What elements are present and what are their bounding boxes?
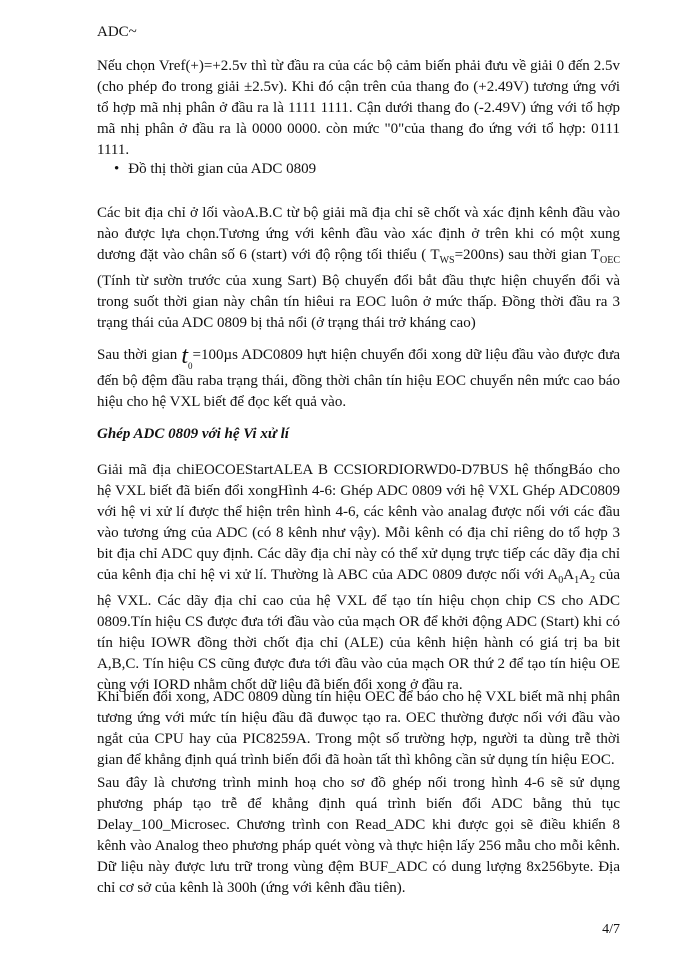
timing-text-b: =200ns) sau thời gian T [454, 247, 600, 263]
timing-text-c: (Tính từ sườn trước của xung Sart) Bộ chuyển đổi bắt đầu thực hiện chuyển đổi và trong suốt thời gian này chân tín hiêui ra EOC luôn ở mức thấp. Đồng thời đầu ra 3 trạng thái của ADC 0809 bị thả nổi (ở trạng thái trở kháng cao) [97, 273, 620, 331]
a1-letter: A [563, 567, 575, 583]
a2-subscript: 2 [589, 575, 595, 586]
a1-subscript: 1 [574, 575, 580, 586]
paragraph-eoc: Khi biến đổi xong, ADC 0809 dùng tín hiệu OEC để báo cho hệ VXL biết mã nhị phân tương ứng với mức tín hiệu đầu đã đuwọc tạo ra. OEC thường được nối với đầu vào ngắt của CPU hay của PIC8259A. Trong một số trường hợp, người ta dùng trễ thời gian để khẳng định quá trình biến đổi đã hoàn tất thì không cần sử dụng tín hiệu EOC. [97, 689, 620, 768]
t0-letter: t [181, 343, 189, 369]
t0-text-a: Sau thời gian [97, 347, 182, 363]
t0-text-b: =100µs ADC0809 hựt hiện chuyển đổi xong dữ liệu đầu vào được đưa đến bộ đệm đầu raba trạng thái, đồng thời chân tín hiệu EOC chuyển nên mức cao báo hiệu cho hệ VXL biết để đọc kết quả vào. [97, 347, 620, 410]
timing-text-a: Các bit địa chỉ ở lối vàoA.B.C từ bộ giải mã địa chỉ sẽ chốt và xác định kênh đầu vào nào được lựa chọn.Tương ứng với kênh đầu vào xác định ở trên khi có một xung dương đặt vào chân số 6 (start) với độ rộng tối thiểu ( T [97, 205, 620, 263]
a2-letter: A [579, 567, 590, 583]
section-heading: Ghép ADC 0809 với hệ Vi xử lí [97, 426, 289, 442]
paragraph-interface [97, 460, 620, 696]
paragraph-t0 [97, 345, 620, 413]
toec-subscript: OEC [600, 255, 620, 266]
bullet-item [114, 161, 316, 178]
interface-text-a: Giải mã địa chiEOCOEStartALEA B CCSIORDIORWD0-D7BUS hệ thốngBáo cho hệ VXL biết đã biến đổi xongHình 4-6: Ghép ADC 0809 với hệ VXL Ghép ADC0809 với hệ vi xử lí được thể hiện trên hình 4-6, các kênh vào analag được nối với các đầu vào tương ứng của ADC (có 8 kênh như vậy). Mỗi kênh có địa chỉ riêng do tổ hợp 3 bit địa chỉ ADC quy định. Các dãy địa chỉ này có thể xử dụng trực tiếp các dãy địa chỉ của kênh địa chỉ hệ vi xử lí. Thường là ABC của ADC 0809 được nối với A [97, 462, 620, 583]
tws-subscript: WS [439, 255, 455, 266]
paragraph-program: Sau đây là chương trình minh hoạ cho sơ đồ ghép nối trong hình 4-6 sẽ sử dụng phương pháp tạo trễ để khẳng định quá trình biến đổi ADC bằng thủ tục Delay_100_Microsec. Chương trình con Read_ADC khi được gọi sẽ điều khiển 8 kênh vào Analog theo phương pháp quét vòng và thực hiện lấy 256 mẫu cho mỗi kênh. Dữ liệu này được lưu trữ trong vùng đệm BUF_ADC có dung lượng 8x256byte. Địa chỉ cơ sở của kênh là 300h (ứng với kênh đầu tiên). [97, 775, 620, 896]
bullet-text: Đồ thị thời gian của ADC 0809 [128, 161, 317, 177]
page-number: 4/7 [602, 922, 620, 937]
interface-text-b: của hệ VXL. Các dãy địa chỉ cao của hệ VXL để tạo tín hiệu chọn chip CS cho ADC 0809.Tín hiệu CS được đưa tới đầu vào của mạch OR để khởi động ADC (Start) khi có tín hiệu IOWR đồng thời chốt địa chỉ (ALE) của kênh hiện hành có giá trị ba bit A,B,C. Tín hiệu CS cũng được đưa tới đầu vào của mạch OR thứ 2 để tạo tín hiệu OE cùng với IORD nhằm chốt dữ liệu đã biến đổi xong ở đầu ra. [97, 567, 620, 693]
a0-subscript: 0 [558, 575, 564, 586]
paragraph-timing [97, 203, 620, 334]
paragraph-vref: Nếu chọn Vref(+)=+2.5v thì từ đầu ra của các bộ cảm biến phải đưu về giải 0 đến 2.5v (cho phép đo trong giải ±2.5v). Khi đó cận trên của thang đo (+2.49V) tương ứng với tổ hợp mã nhị phân ở đầu ra là 1111 1111. Cận dưới thang đo (-2.49V) ứng với tổ hợp mã nhị phân ở đầu ra là 0000 0000. còn mức "0"của thang đo ứng với tổ hợp: 0111 1111. [97, 58, 620, 158]
t0-symbol [181, 343, 192, 369]
t0-subscript: 0 [188, 360, 193, 371]
bullet-icon: • [114, 161, 120, 177]
page-header: ADC~ [97, 24, 137, 40]
